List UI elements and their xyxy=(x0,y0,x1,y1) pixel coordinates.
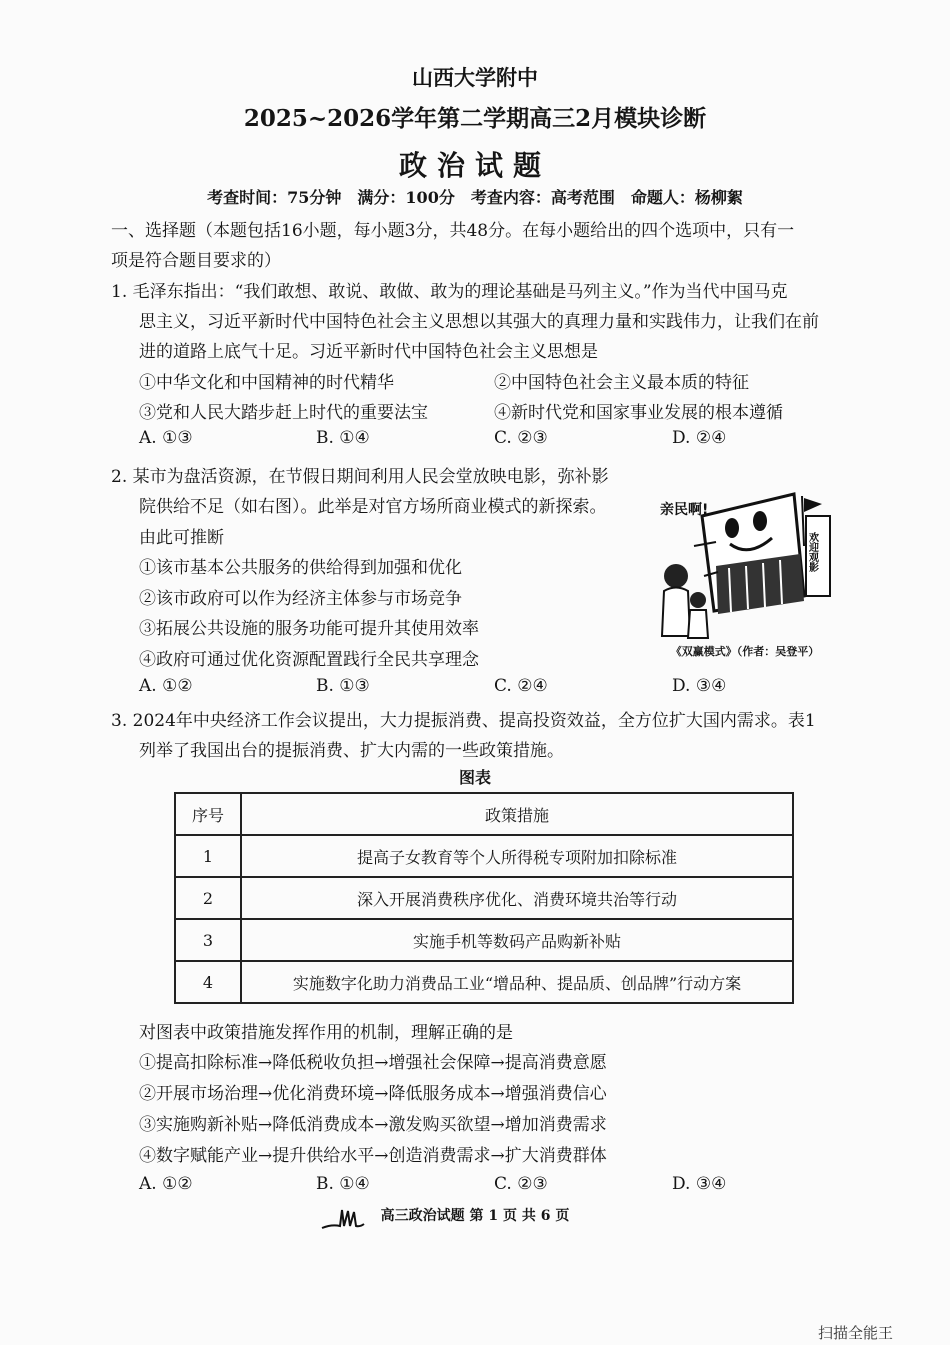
q3-item-4: ④数字赋能产业→提升供给水平→创造消费需求→扩大消费群体 xyxy=(139,1146,607,1166)
table-caption: 图表 xyxy=(458,768,491,787)
table-cell-policy: 实施数字化助力消费品工业“增品种、提品质、创品牌”行动方案 xyxy=(241,961,793,1003)
q3-option-c: C. ②③ xyxy=(494,1174,548,1194)
table-cell-index: 4 xyxy=(175,961,241,1003)
cartoon-person-adult xyxy=(664,564,688,588)
q3-stem-line1: 3. 2024年中央经济工作会议提出，大力提振消费、提高投资效益，全方位扩大国内需求。表1 xyxy=(111,711,816,731)
table-cell-index: 3 xyxy=(175,919,241,961)
q1-item-3: ③党和人民大踏步赶上时代的重要法宝 xyxy=(139,403,428,423)
q2-stem-line3: 由此可推断 xyxy=(139,528,224,548)
q3-option-b: B. ①④ xyxy=(316,1174,370,1194)
q3-option-d: D. ③④ xyxy=(672,1174,727,1194)
q3-item-1: ①提高扣除标准→降低税收负担→增强社会保障→提高消费意愿 xyxy=(139,1053,607,1073)
q1-option-c: C. ②③ xyxy=(494,428,548,448)
q1-item-1: ①中华文化和中国精神的时代精华 xyxy=(139,373,394,393)
cartoon-illustration xyxy=(654,476,834,641)
q1-option-b: B. ①④ xyxy=(316,428,370,448)
table-cell-policy: 提高子女教育等个人所得税专项附加扣除标准 xyxy=(241,835,793,877)
q2-item-3: ③拓展公共设施的服务功能可提升其使用效率 xyxy=(139,619,479,639)
q1-stem-line2: 思主义，习近平新时代中国特色社会主义思想以其强大的真理力量和实践伟力，让我们在前 xyxy=(139,312,819,332)
table-cell-index: 1 xyxy=(175,835,241,877)
q2-item-2: ②该市政府可以作为经济主体参与市场竞争 xyxy=(139,589,462,609)
q1-stem-line3: 进的道路上底气十足。习近平新时代中国特色社会主义思想是 xyxy=(139,342,598,362)
section-instruction-line1: 一、选择题（本题包括16小题，每小题3分，共48分。在每小题给出的四个选项中，只有一 xyxy=(111,221,795,241)
subject-title: 政治试题 xyxy=(398,149,551,182)
school-name: 山西大学附中 xyxy=(412,65,538,90)
q2-option-b: B. ①③ xyxy=(316,676,370,696)
cartoon-banner-text: 欢迎观影 xyxy=(806,532,818,572)
q2-item-4: ④政府可通过优化资源配置践行全民共享理念 xyxy=(139,650,479,670)
exam-info: 考查时间：75分钟 满分：100分 考查内容：高考范围 命题人：杨柳絮 xyxy=(207,188,743,207)
cartoon-flag xyxy=(804,498,822,512)
q2-option-d: D. ③④ xyxy=(672,676,727,696)
table-cell-policy: 实施手机等数码产品购新补贴 xyxy=(241,919,793,961)
q2-item-1: ①该市基本公共服务的供给得到加强和优化 xyxy=(139,558,462,578)
q1-option-a: A. ①③ xyxy=(139,428,193,448)
q1-option-d: D. ②④ xyxy=(672,428,727,448)
q2-option-a: A. ①② xyxy=(139,676,193,696)
q3-stem-line2: 列举了我国出台的提振消费、扩大内需的一些政策措施。 xyxy=(139,741,564,761)
q2-stem-line2: 院供给不足（如右图）。此举是对官方场所商业模式的新探索。 xyxy=(139,497,607,517)
q3-question: 对图表中政策措施发挥作用的机制，理解正确的是 xyxy=(139,1023,513,1043)
table-row xyxy=(175,877,793,919)
table-header-cell: 政策措施 xyxy=(241,793,793,835)
cartoon-eye-left xyxy=(725,518,739,538)
q3-item-3: ③实施购新补贴→降低消费成本→激发购买欲望→增加消费需求 xyxy=(139,1115,607,1135)
q1-item-2: ②中国特色社会主义最本质的特征 xyxy=(494,373,749,393)
policy-table xyxy=(174,792,794,1004)
q3-option-a: A. ①② xyxy=(139,1174,193,1194)
cartoon-eye-right xyxy=(753,511,767,531)
q2-stem-line1: 2. 某市为盘活资源，在节假日期间利用人民会堂放映电影，弥补影 xyxy=(111,467,609,487)
cartoon-person-child xyxy=(690,592,706,608)
table-header-row xyxy=(175,793,793,835)
q1-item-4: ④新时代党和国家事业发展的根本遵循 xyxy=(494,403,783,423)
section-instruction-line2: 项是符合题目要求的） xyxy=(111,251,281,271)
table-cell-index: 2 xyxy=(175,877,241,919)
table-cell-policy: 深入开展消费秩序优化、消费环境共治等行动 xyxy=(241,877,793,919)
page-footer: 高三政治试题 第 1 页 共 6 页 xyxy=(380,1208,570,1224)
q2-option-c: C. ②④ xyxy=(494,676,548,696)
scanner-watermark: 扫描全能王 xyxy=(818,1324,894,1342)
q3-item-2: ②开展市场治理→优化消费环境→降低服务成本→增强消费信心 xyxy=(139,1084,607,1104)
table-header-cell: 序号 xyxy=(175,793,241,835)
table-row xyxy=(175,835,793,877)
exam-title: 2025~2026学年第二学期高三2月模块诊断 xyxy=(243,105,707,132)
table-row xyxy=(175,961,793,1003)
cartoon-caption: 《双赢模式》（作者：吴登平） xyxy=(670,645,820,658)
cartoon-speech: 亲民啊! xyxy=(660,502,709,518)
table-row xyxy=(175,919,793,961)
q1-stem-line1: 1. 毛泽东指出：“我们敢想、敢说、敢做、敢为的理论基础是马列主义。”作为当代中国马克 xyxy=(111,282,788,302)
